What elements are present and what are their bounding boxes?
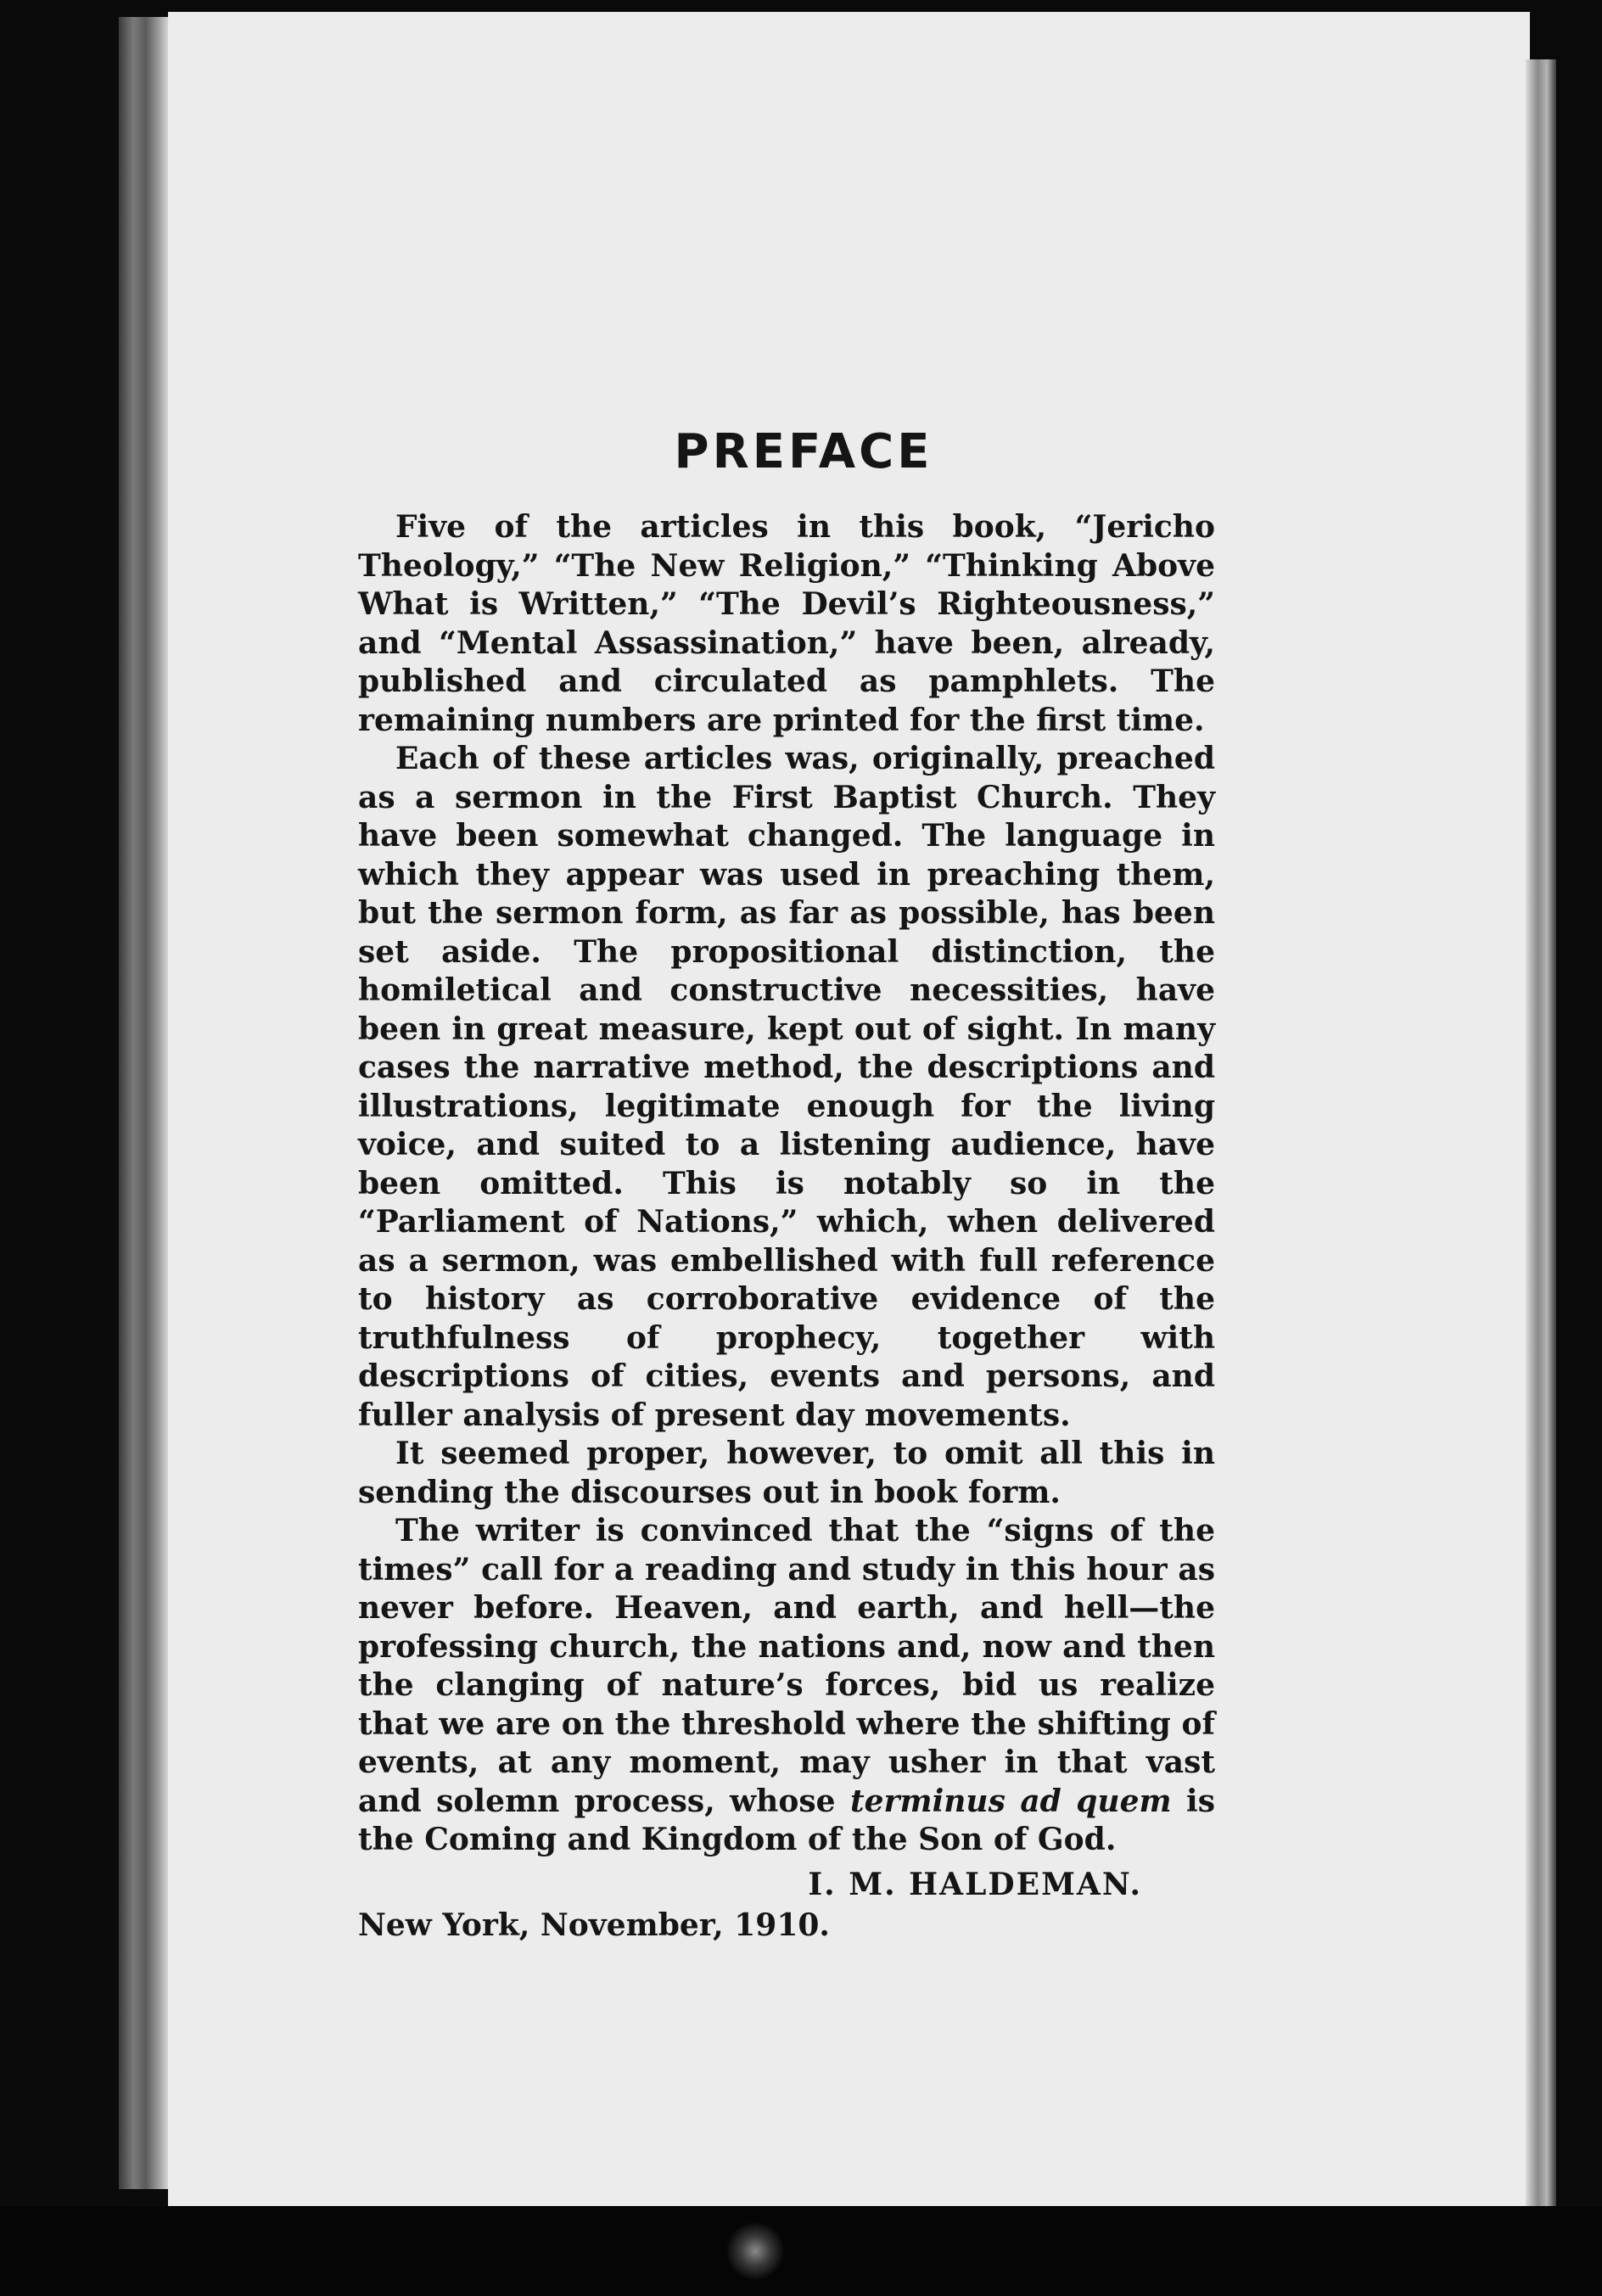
- page-right-edge: [1526, 59, 1556, 2223]
- paragraph-4: [358, 1512, 1215, 1860]
- paragraph-1: Five of the articles in this book, “Jericho Theology,” “The New Religion,” “Thinking Above What is Written,” “The Devil’s Righteousness,” and “Mental Assassination,” have been, already, published and circulated as pamphlets. The remaining numbers are printed for the first time.: [358, 509, 1215, 738]
- page-title: PREFACE: [674, 424, 933, 479]
- author-signature: I. M. HALDEMAN.: [808, 1866, 1142, 1902]
- dateline: New York, November, 1910.: [358, 1907, 830, 1943]
- paragraph-4-text-end: is the Coming and Kingdom of the Son of God.: [358, 1783, 1215, 1857]
- scan-left-border: [0, 0, 127, 2296]
- preface-text-block: [358, 424, 1215, 1943]
- paragraph-4-text-start: The writer is convinced that the “signs of the times” call for a reading and study in this hour as never before. Heaven, and earth, and hell—the professing church, the nations and, now and then the clanging of nature’s forces, bid us realize that we are on the threshold where the shifting of events, at any moment, may usher in that vast and solemn process, whose: [358, 1513, 1215, 1819]
- latin-phrase: terminus ad quem: [849, 1783, 1172, 1819]
- scanner-light-spot: [725, 2221, 785, 2281]
- paragraph-3: It seemed proper, however, to omit all this in sending the discourses out in book form.: [358, 1436, 1215, 1510]
- paragraph-2: Each of these articles was, originally, preached as a sermon in the First Baptist Church. They have been somewhat changed. The language in which they appear was used in preaching them, but the sermon form, as far as possible, has been set aside. The propositional distinction, the homiletical and constructive necessities, have been in great measure, kept out of sight. In many cases the narrative method, the descriptions and illustrations, legitimate enough for the living voice, and suited to a listening audience, have been omitted. This is notably so in the “Parliament of Nations,” which, when delivered as a sermon, was embellished with full reference to history as corroborative evidence of the truthfulness of prophecy, together with descriptions of cities, events and persons, and fuller analysis of present day movements.: [358, 741, 1215, 1433]
- facing-page-edge: [119, 17, 168, 2189]
- scan-bottom-border: [0, 2206, 1602, 2296]
